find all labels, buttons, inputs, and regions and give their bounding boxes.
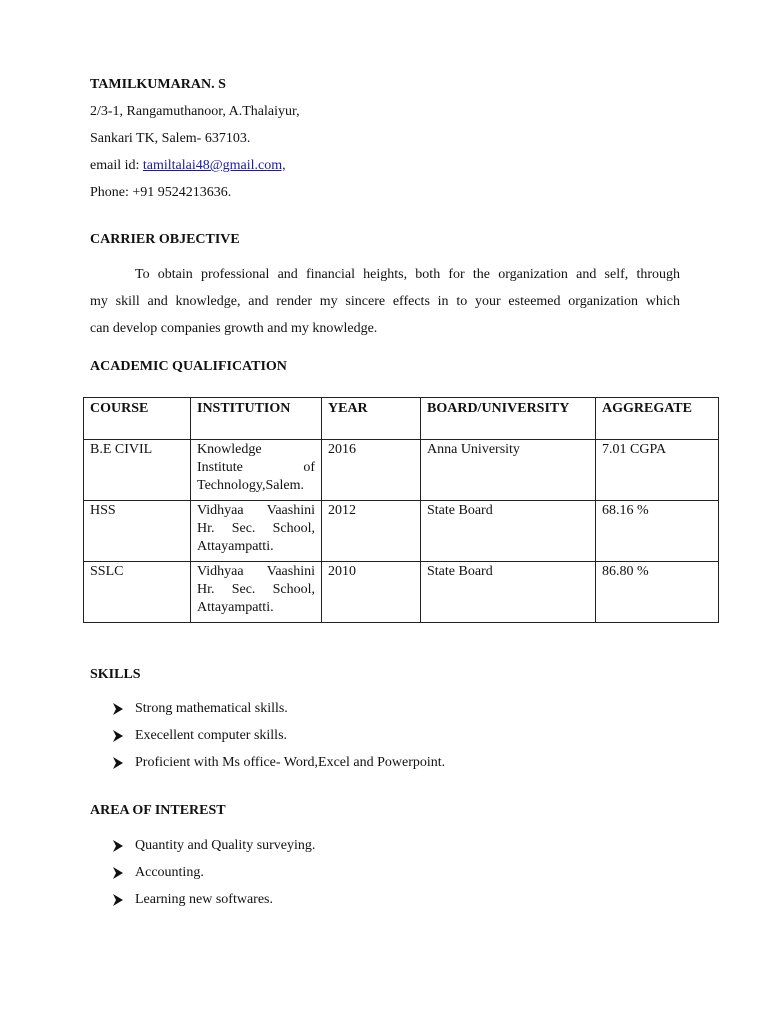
address-line-1: 2/3-1, Rangamuthanoor, A.Thalaiyur, [90, 104, 300, 119]
table-header-row [84, 398, 719, 440]
interest-text: Quantity and Quality surveying. [135, 838, 316, 853]
email-link[interactable]: tamiltalai48@gmail.com, [142, 158, 286, 173]
list-item [112, 700, 445, 727]
phone-line: Phone: +91 9524213636. [90, 185, 232, 200]
objective-line: To obtain professional and financial heights, both for the organization and self, through [135, 267, 680, 282]
candidate-name: TAMILKUMARAN. S [90, 77, 226, 92]
institution-line: Vidhyaa Vaashini [197, 564, 315, 579]
address-line-2: Sankari TK, Salem- 637103. [90, 131, 251, 146]
table-row [84, 501, 719, 562]
email-line [90, 157, 286, 175]
cell-institution [191, 440, 322, 501]
cell-board: State Board [421, 501, 596, 562]
cell-board: Anna University [421, 440, 596, 501]
skills-list [112, 700, 445, 781]
institution-line: Hr. Sec. School, [197, 521, 315, 536]
list-item [112, 864, 315, 891]
interest-list [112, 837, 315, 918]
cell-year: 2012 [322, 501, 421, 562]
skill-text: Proficient with Ms office- Word,Excel and Powerpoint. [135, 755, 446, 770]
cell-aggregate: 7.01 CGPA [596, 440, 719, 501]
cell-course: SSLC [84, 562, 191, 623]
cell-course: HSS [84, 501, 191, 562]
interest-heading: AREA OF INTEREST [90, 803, 226, 818]
academic-heading: ACADEMIC QUALIFICATION [90, 359, 287, 374]
objective-line: my skill and knowledge, and render my sincere effects in to your esteemed organization which [90, 294, 680, 309]
list-item [112, 837, 315, 864]
col-header-year: YEAR [322, 398, 421, 440]
skill-text: Strong mathematical skills. [135, 701, 288, 716]
list-item [112, 727, 445, 754]
cell-aggregate: 86.80 % [596, 562, 719, 623]
col-header-institution: INSTITUTION [191, 398, 322, 440]
cell-aggregate: 68.16 % [596, 501, 719, 562]
table-row [84, 440, 719, 501]
academic-table [83, 397, 719, 623]
arrowhead-bullet-icon [112, 729, 124, 743]
cell-institution [191, 562, 322, 623]
arrowhead-bullet-icon [112, 893, 124, 907]
arrowhead-bullet-icon [112, 839, 124, 853]
email-label: email id: [90, 158, 143, 173]
arrowhead-bullet-icon [112, 702, 124, 716]
institution-line: Hr. Sec. School, [197, 582, 315, 597]
cell-institution [191, 501, 322, 562]
objective-line: can develop companies growth and my knowledge. [90, 321, 378, 336]
cell-course: B.E CIVIL [84, 440, 191, 501]
col-header-aggregate: AGGREGATE [596, 398, 719, 440]
cell-year: 2016 [322, 440, 421, 501]
cell-board: State Board [421, 562, 596, 623]
objective-heading: CARRIER OBJECTIVE [90, 232, 240, 247]
list-item [112, 891, 315, 918]
skills-heading: SKILLS [90, 667, 141, 682]
objective-paragraph [90, 261, 680, 342]
institution-line: Technology,Salem. [197, 478, 304, 493]
institution-line: Vidhyaa Vaashini [197, 503, 315, 518]
arrowhead-bullet-icon [112, 866, 124, 880]
cell-year: 2010 [322, 562, 421, 623]
list-item [112, 754, 445, 781]
institution-line: Attayampatti. [197, 539, 274, 554]
col-header-board: BOARD/UNIVERSITY [421, 398, 596, 440]
institution-line: Knowledge [197, 442, 262, 457]
interest-text: Learning new softwares. [135, 892, 274, 907]
institution-line: Attayampatti. [197, 600, 274, 615]
arrowhead-bullet-icon [112, 756, 124, 770]
interest-text: Accounting. [135, 865, 204, 880]
table-row [84, 562, 719, 623]
skill-text: Execellent computer skills. [135, 728, 288, 743]
institution-line: Institute of [197, 460, 315, 475]
col-header-course: COURSE [84, 398, 191, 440]
